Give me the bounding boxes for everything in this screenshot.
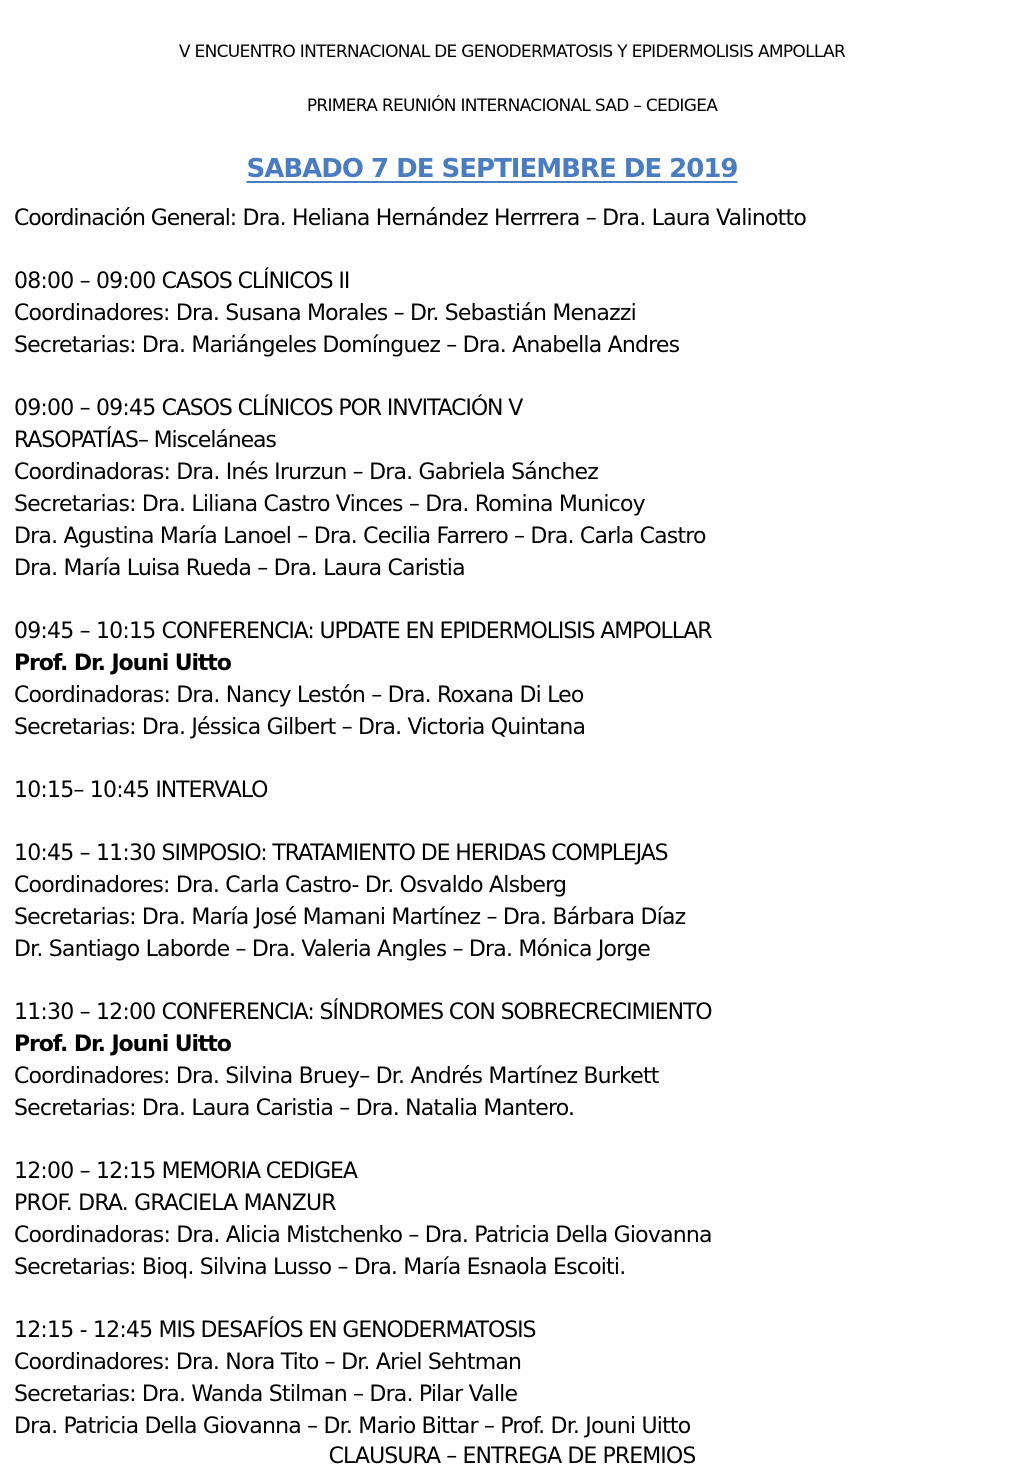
session-secretaries: Secretarias: Dra. María José Mamani Martínez – Dra. Bárbara Díaz (14, 905, 686, 930)
session-block (14, 997, 1014, 1125)
session-secretaries: Secretarias: Dra. Liliana Castro Vinces – Dra. Romina Municoy (14, 492, 645, 517)
session-heading (14, 1315, 1014, 1347)
session-title: CASOS CLÍNICOS POR INVITACIÓN V (161, 396, 523, 421)
session-participants: Dra. María Luisa Rueda – Dra. Laura Caristia (14, 556, 465, 581)
event-title: V ENCUENTRO INTERNACIONAL DE GENODERMATOSIS Y EPIDERMOLISIS AMPOLLAR (178, 42, 846, 62)
session-coordinators: Coordinadoras: Dra. Alicia Mistchenko – Dra. Patricia Della Giovanna (14, 1223, 712, 1248)
session-coordinators: Coordinadores: Dra. Susana Morales – Dr. Sebastián Menazzi (14, 301, 636, 326)
session-block (14, 616, 1014, 744)
session-title: CONFERENCIA: UPDATE EN EPIDERMOLISIS AMPOLLAR (161, 619, 712, 644)
session-participants: Dr. Santiago Laborde – Dra. Valeria Angles – Dra. Mónica Jorge (14, 937, 650, 962)
session-block (14, 393, 1014, 585)
session-coordinators: Coordinadores: Dra. Silvina Bruey– Dr. Andrés Martínez Burkett (14, 1064, 659, 1089)
session-time: 08:00 – 09:00 (14, 269, 162, 294)
session-coordinators: Coordinadores: Dra. Carla Castro- Dr. Osvaldo Alsberg (14, 873, 567, 898)
session-block (14, 1156, 1014, 1284)
session-secretaries: Secretarias: Dra. Jéssica Gilbert – Dra. Victoria Quintana (14, 715, 586, 740)
session-participants: Dra. Patricia Della Giovanna – Dr. Mario Bittar – Prof. Dr. Jouni Uitto (14, 1414, 691, 1439)
session-block (14, 266, 1014, 362)
session-block (14, 1315, 1014, 1443)
session-subtitle: RASOPATÍAS– Misceláneas (14, 428, 276, 453)
session-heading (14, 997, 1014, 1029)
session-heading (14, 1156, 1014, 1188)
session-speaker: PROF. DRA. GRACIELA MANZUR (14, 1191, 336, 1216)
session-title: INTERVALO (155, 778, 268, 803)
date-heading: SABADO 7 DE SEPTIEMBRE DE 2019 (246, 154, 738, 184)
session-time: 12:00 – 12:15 (14, 1159, 162, 1184)
session-heading (14, 393, 1014, 425)
general-coordination (14, 203, 1014, 235)
session-heading (14, 838, 1014, 870)
closing-ceremony: CLAUSURA – ENTREGA DE PREMIOS (328, 1444, 696, 1469)
session-title: CASOS CLÍNICOS II (161, 269, 350, 294)
session-time: 11:30 – 12:00 (14, 1000, 162, 1025)
session-block (14, 838, 1014, 966)
session-title: SIMPOSIO: TRATAMIENTO DE HERIDAS COMPLEJAS (161, 841, 668, 866)
session-time: 10:15– 10:45 (14, 778, 156, 803)
session-coordinators: Coordinadoras: Dra. Nancy Lestón – Dra. Roxana Di Leo (14, 683, 584, 708)
session-secretaries: Secretarias: Dra. Laura Caristia – Dra. Natalia Mantero. (14, 1096, 575, 1121)
session-heading (14, 775, 1014, 807)
session-time: 10:45 – 11:30 (14, 841, 162, 866)
session-coordinators: Coordinadoras: Dra. Inés Irurzun – Dra. Gabriela Sánchez (14, 460, 599, 485)
session-coordinators: Coordinadores: Dra. Nora Tito – Dr. Ariel Sehtman (14, 1350, 522, 1375)
session-block (14, 775, 1014, 807)
session-speaker: Prof. Dr. Jouni Uitto (14, 1032, 231, 1057)
session-participants: Dra. Agustina María Lanoel – Dra. Cecilia Farrero – Dra. Carla Castro (14, 524, 706, 549)
session-title: MIS DESAFÍOS EN GENODERMATOSIS (158, 1318, 536, 1343)
session-secretaries: Secretarias: Dra. Wanda Stilman – Dra. Pilar Valle (14, 1382, 518, 1407)
session-secretaries: Secretarias: Bioq. Silvina Lusso – Dra. María Esnaola Escoiti. (14, 1255, 626, 1280)
session-title: MEMORIA CEDIGEA (161, 1159, 357, 1184)
session-heading (14, 616, 1014, 648)
session-title: CONFERENCIA: SÍNDROMES CON SOBRECRECIMIENTO (161, 1000, 712, 1025)
event-subtitle: PRIMERA REUNIÓN INTERNACIONAL SAD – CEDIGEA (306, 96, 718, 116)
program-content (14, 203, 1014, 1443)
session-secretaries: Secretarias: Dra. Mariángeles Domínguez – Dra. Anabella Andres (14, 333, 680, 358)
coordination-names: : Dra. Heliana Hernández Herrrera – Dra. Laura Valinotto (229, 206, 806, 231)
session-heading (14, 266, 1014, 298)
session-time: 12:15 - 12:45 (14, 1318, 159, 1343)
coordination-label: Coordinación General (14, 206, 230, 231)
session-speaker: Prof. Dr. Jouni Uitto (14, 651, 231, 676)
session-time: 09:00 – 09:45 (14, 396, 162, 421)
session-time: 09:45 – 10:15 (14, 619, 162, 644)
